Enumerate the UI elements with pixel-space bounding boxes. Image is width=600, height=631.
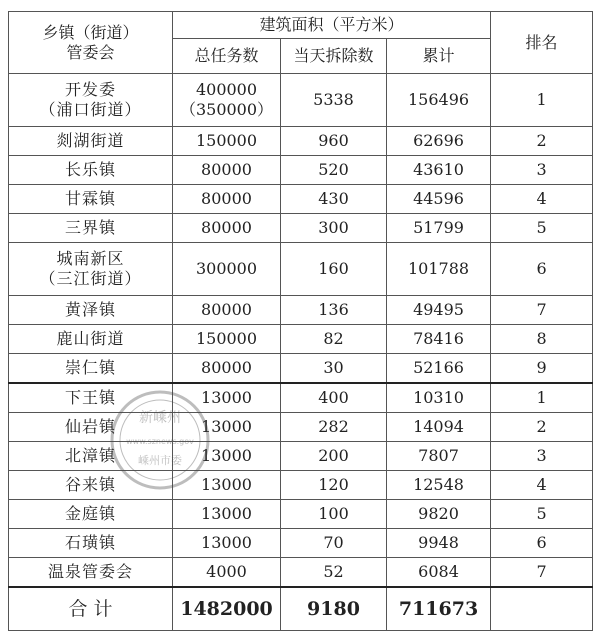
total-tasks-cell: 80000 [173, 214, 281, 243]
area-group-header: 建筑面积（平方米） [173, 12, 491, 39]
cumulative-cell: 52166 [387, 354, 491, 384]
cumulative-cell: 12548 [387, 471, 491, 500]
rank-cell: 3 [491, 442, 593, 471]
rank-cell: 5 [491, 500, 593, 529]
unit-name-cell: 鹿山街道 [9, 325, 173, 354]
unit-header-line2: 管委会 [66, 42, 115, 62]
unit-name-cell: 崇仁镇 [9, 354, 173, 384]
today-demolished-cell: 200 [281, 442, 387, 471]
unit-name-cell: 温泉管委会 [9, 558, 173, 588]
today-demolished-cell: 430 [281, 185, 387, 214]
cumulative-cell: 62696 [387, 127, 491, 156]
rank-cell: 5 [491, 214, 593, 243]
rank-cell: 6 [491, 243, 593, 296]
table-row [9, 185, 593, 214]
unit-name-cell: 北漳镇 [9, 442, 173, 471]
table-row [9, 214, 593, 243]
unit-header-line1: 乡镇（街道） [42, 22, 139, 42]
total-tasks-cell: 13000 [173, 500, 281, 529]
table-row [9, 383, 593, 413]
unit-name-cell: 石璜镇 [9, 529, 173, 558]
cumulative-cell: 78416 [387, 325, 491, 354]
rank-cell: 8 [491, 325, 593, 354]
cumulative-cell: 43610 [387, 156, 491, 185]
today-demolished-cell: 100 [281, 500, 387, 529]
total-tasks-cell: 13000 [173, 471, 281, 500]
unit-name-line1: 城南新区 [56, 249, 125, 268]
total-tasks-cell: 13000 [173, 442, 281, 471]
unit-header [9, 12, 173, 74]
watermark-text-bottom: 嵊州市委 [138, 454, 182, 467]
cumulative-cell: 7807 [387, 442, 491, 471]
total-tasks-cell: 80000 [173, 296, 281, 325]
unit-name-cell: 三界镇 [9, 214, 173, 243]
unit-name-cell: 金庭镇 [9, 500, 173, 529]
total-tasks-cell: 80000 [173, 354, 281, 384]
today-demolished-cell: 136 [281, 296, 387, 325]
rank-cell: 3 [491, 156, 593, 185]
cumulative-cell: 156496 [387, 74, 491, 127]
rank-cell: 7 [491, 296, 593, 325]
cumulative-header: 累计 [387, 39, 491, 74]
rank-cell: 1 [491, 74, 593, 127]
cumulative-cell: 9948 [387, 529, 491, 558]
table-row [9, 442, 593, 471]
watermark-text-mid: www.sznews.gov [126, 437, 194, 446]
table-row [9, 74, 593, 127]
total-tasks-cell: 13000 [173, 383, 281, 413]
today-demolished-cell: 960 [281, 127, 387, 156]
today-demolished-cell: 520 [281, 156, 387, 185]
total-tasks-cell: 4000 [173, 558, 281, 588]
rank-cell: 4 [491, 471, 593, 500]
cumulative-cell: 44596 [387, 185, 491, 214]
table-row [9, 325, 593, 354]
table-row [9, 354, 593, 384]
unit-name-cell: 黄泽镇 [9, 296, 173, 325]
table-row [9, 127, 593, 156]
rank-header: 排名 [491, 12, 593, 74]
today-demolished-cell: 52 [281, 558, 387, 588]
table-row [9, 413, 593, 442]
table-row [9, 471, 593, 500]
cumulative-cell: 49495 [387, 296, 491, 325]
unit-name-line1: 开发委 [64, 80, 116, 99]
rank-cell: 9 [491, 354, 593, 384]
unit-name-line2: （三江街道） [39, 269, 142, 288]
unit-name-cell: 长乐镇 [9, 156, 173, 185]
total-tasks-line1: 400000 [195, 80, 258, 99]
total-tasks-cell: 13000 [173, 529, 281, 558]
table-row [9, 156, 593, 185]
unit-name-cell [9, 74, 173, 127]
today-demolished-sum: 9180 [281, 587, 387, 631]
total-tasks-sum: 1482000 [173, 587, 281, 631]
today-demolished-cell: 5338 [281, 74, 387, 127]
cumulative-cell: 14094 [387, 413, 491, 442]
unit-name-cell [9, 243, 173, 296]
table-row [9, 558, 593, 588]
demolition-table [8, 11, 593, 631]
today-demolished-cell: 30 [281, 354, 387, 384]
total-tasks-line2: （350000） [179, 100, 274, 119]
table-row [9, 296, 593, 325]
cumulative-cell: 10310 [387, 383, 491, 413]
today-demolished-cell: 82 [281, 325, 387, 354]
unit-name-cell: 下王镇 [9, 383, 173, 413]
unit-name-cell: 剡湖街道 [9, 127, 173, 156]
cumulative-cell: 6084 [387, 558, 491, 588]
total-tasks-cell: 150000 [173, 325, 281, 354]
table-row [9, 243, 593, 296]
rank-cell: 1 [491, 383, 593, 413]
rank-cell: 2 [491, 127, 593, 156]
unit-name-cell: 甘霖镇 [9, 185, 173, 214]
unit-name-cell: 仙岩镇 [9, 413, 173, 442]
today-demolished-cell: 300 [281, 214, 387, 243]
total-label: 合 计 [9, 587, 173, 631]
rank-cell: 6 [491, 529, 593, 558]
today-header: 当天拆除数 [281, 39, 387, 74]
header-row-1 [9, 12, 593, 39]
cumulative-cell: 51799 [387, 214, 491, 243]
rank-cell: 2 [491, 413, 593, 442]
cumulative-sum: 711673 [387, 587, 491, 631]
cumulative-cell: 101788 [387, 243, 491, 296]
cumulative-cell: 9820 [387, 500, 491, 529]
total-tasks-cell: 150000 [173, 127, 281, 156]
total-tasks-cell [173, 74, 281, 127]
today-demolished-cell: 120 [281, 471, 387, 500]
today-demolished-cell: 282 [281, 413, 387, 442]
total-tasks-header: 总任务数 [173, 39, 281, 74]
unit-name-cell: 谷来镇 [9, 471, 173, 500]
today-demolished-cell: 400 [281, 383, 387, 413]
table-row [9, 529, 593, 558]
today-demolished-cell: 70 [281, 529, 387, 558]
rank-cell: 7 [491, 558, 593, 588]
total-tasks-cell: 80000 [173, 185, 281, 214]
watermark-text-top: 新嵊州 [139, 410, 181, 426]
today-demolished-cell: 160 [281, 243, 387, 296]
total-tasks-cell: 13000 [173, 413, 281, 442]
table-row [9, 500, 593, 529]
rank-cell: 4 [491, 185, 593, 214]
total-tasks-cell: 80000 [173, 156, 281, 185]
total-tasks-cell: 300000 [173, 243, 281, 296]
unit-name-line2: （浦口街道） [39, 100, 142, 119]
